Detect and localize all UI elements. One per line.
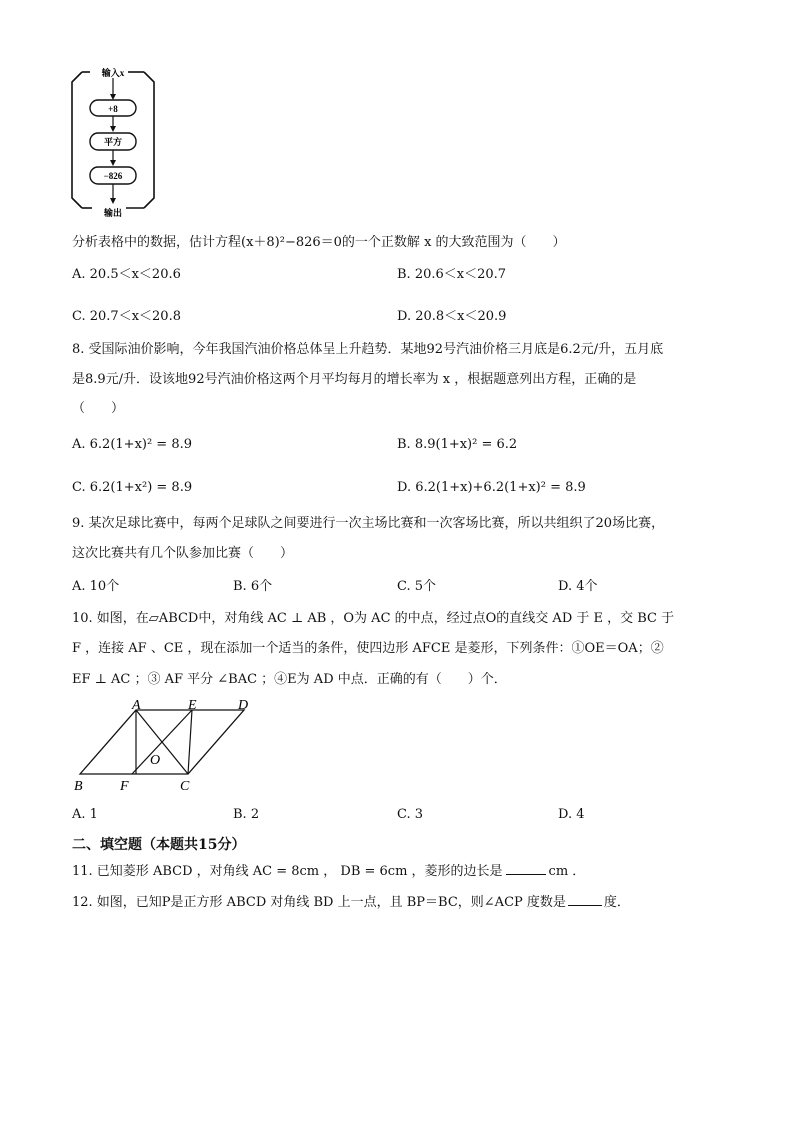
q7-option-a[interactable]: A. 20.5＜x＜20.6 [72,267,181,282]
q9-option-a[interactable]: A. 10个 [72,579,120,594]
q11-answer-blank[interactable] [506,862,546,875]
label-C: C [180,779,190,794]
q11-unit: cm ． [548,864,586,879]
label-B: B [74,779,83,794]
label-D: D [238,700,249,713]
q9-option-b[interactable]: B. 6个 [233,579,273,594]
q12-unit: 度． [603,895,630,910]
q10-option-d[interactable]: D. 4 [558,807,585,822]
q9-option-d[interactable]: D. 4个 [558,579,598,594]
flow-step1-label: +8 [108,104,118,114]
q10-line1: 10. 如图，在▱ABCD中，对角线 AC ⊥ AB ，O为 AC 的中点，经过点O的直线交 AD 于 E ，交 BC 于 [72,611,675,626]
flowchart-diagram [68,64,158,220]
q11-line [72,862,585,881]
q10-option-a[interactable]: A. 1 [72,807,98,822]
q7-stem: 分析表格中的数据，估计方程(x＋8)²−826＝0的一个正数解 x 的大致范围为（ ） [72,235,566,250]
q11-text: 11. 已知菱形 ABCD ，对角线 AC = 8cm ， DB = 6cm ，菱形的边长是 [72,864,503,879]
q8-option-c[interactable]: C. 6.2(1+x²) = 8.9 [72,480,193,495]
q8-option-b[interactable]: B. 8.9(1+x)² = 6.2 [397,437,518,452]
q9-option-c[interactable]: C. 5个 [397,579,437,594]
q8-option-d[interactable]: D. 6.2(1+x)+6.2(1+x)² = 8.9 [397,480,586,495]
q7-option-c[interactable]: C. 20.7＜x＜20.8 [72,309,181,324]
q10-line2: F ，连接 AF 、CE ，现在添加一个适当的条件，使四边形 AFCE 是菱形，下列条件：①OE＝OA；② [72,641,664,656]
parallelogram-figure [70,700,260,796]
q10-option-c[interactable]: C. 3 [397,807,424,822]
label-F: F [120,779,129,794]
label-E: E [188,700,197,713]
q7-option-b[interactable]: B. 20.6＜x＜20.7 [397,267,507,282]
q9-line2: 这次比赛共有几个队参加比赛（ ） [72,546,294,561]
q12-answer-blank[interactable] [568,893,602,906]
q10-line3: EF ⊥ AC ；③ AF 平分 ∠BAC ；④E为 AD 中点．正确的有（ ）个． [72,672,507,687]
label-A: A [132,700,141,713]
q12-text: 12. 如图，已知P是正方形 ABCD 对角线 BD 上一点，且 BP＝BC，则∠ACP 度数是 [72,895,566,910]
q7-option-d[interactable]: D. 20.8＜x＜20.9 [397,309,507,324]
flow-output-label: 输出 [103,208,123,218]
q8-line2: 是8.9元/升．设该地92号汽油价格这两个月平均每月的增长率为 x ，根据题意列出方程，正确的是 [72,372,637,387]
flow-step2-label: 平方 [103,137,123,147]
q9-line1: 9. 某次足球比赛中，每两个足球队之间要进行一次主场比赛和一次客场比赛，所以共组织了20场比赛， [72,516,665,531]
section-heading: 二、填空题（本题共15分） [72,837,246,853]
q8-line3: （ ） [72,401,125,416]
q8-line1: 8. 受国际油价影响，今年我国汽油价格总体呈上升趋势．某地92号汽油价格三月底是6.2元/升，五月底 [72,342,664,357]
label-O: O [150,753,161,768]
q10-option-b[interactable]: B. 2 [233,807,260,822]
q8-option-a[interactable]: A. 6.2(1+x)² = 8.9 [72,437,193,452]
flow-step3-label: −826 [103,171,123,181]
q12-line [72,893,630,912]
flow-input-label: 输入x [101,68,125,78]
